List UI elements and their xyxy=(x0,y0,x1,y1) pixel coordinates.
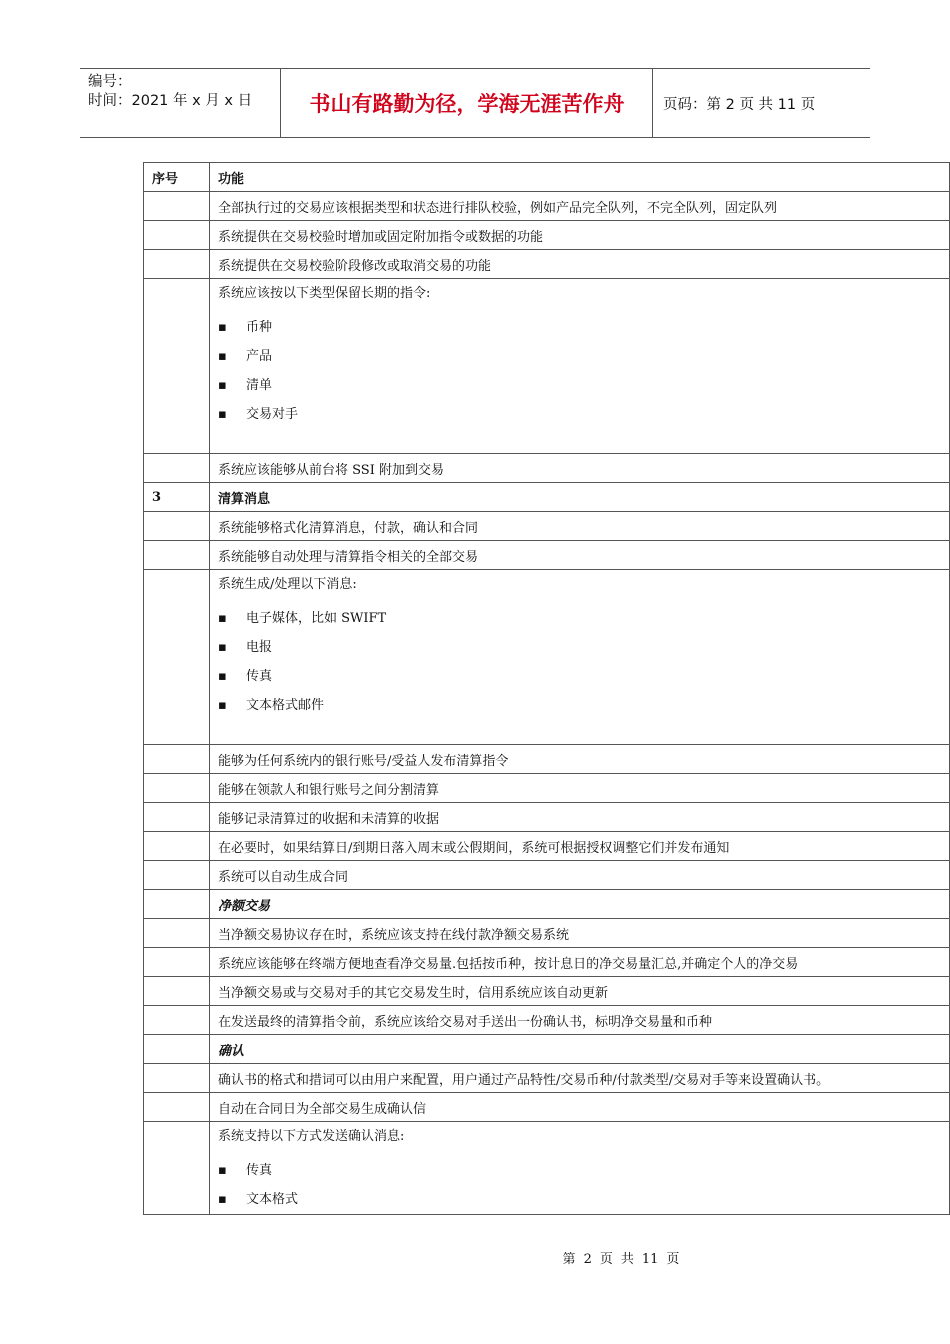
header-meta xyxy=(80,69,281,137)
footer-total-num: 11 xyxy=(641,1252,659,1267)
table-row xyxy=(144,948,950,977)
table-cell: 确认书的格式和措词可以由用户来配置，用户通过产品特性/交易币种/付款类型/交易对手等来设置确认书。 xyxy=(210,1064,950,1093)
subsection-row xyxy=(144,1035,950,1064)
section-title: 清算消息 xyxy=(210,483,950,512)
footer-page-num: 2 xyxy=(583,1252,592,1267)
doc-number-label: 编号： xyxy=(88,74,132,90)
footer-total-word: 共 xyxy=(620,1252,634,1267)
list-item: ▪ 产品 xyxy=(218,342,941,371)
table-cell-list xyxy=(210,570,950,745)
table-row xyxy=(144,832,950,861)
table-row xyxy=(144,279,950,454)
table-row xyxy=(144,250,950,279)
subsection-row xyxy=(144,890,950,919)
table-cell: 在发送最终的清算指令前，系统应该给交易对手送出一份确认书，标明净交易量和币种 xyxy=(210,1006,950,1035)
table-cell: 系统能够自动处理与清算指令相关的全部交易 xyxy=(210,541,950,570)
table-cell: 当净额交易或与交易对手的其它交易发生时，信用系统应该自动更新 xyxy=(210,977,950,1006)
table-row xyxy=(144,192,950,221)
list-item: ▪ 文本格式 xyxy=(218,1185,941,1214)
header-motto: 书山有路勤为径，学海无涯苦作舟 xyxy=(282,69,653,137)
subsection-title: 确认 xyxy=(210,1035,950,1064)
table-cell: 能够为任何系统内的银行账号/受益人发布清算指令 xyxy=(210,745,950,774)
table-cell: 系统提供在交易校验时增加或固定附加指令或数据的功能 xyxy=(210,221,950,250)
table-row xyxy=(144,919,950,948)
list-item: ▪ 交易对手 xyxy=(218,400,941,429)
table-row xyxy=(144,570,950,745)
table-row xyxy=(144,745,950,774)
col-header-number: 序号 xyxy=(144,163,210,192)
table-cell: 系统能够格式化清算消息，付款，确认和合同 xyxy=(210,512,950,541)
list-item: ▪ 币种 xyxy=(218,313,941,342)
list-intro: 系统应该按以下类型保留长期的指令: xyxy=(218,286,431,301)
table-cell: 全部执行过的交易应该根据类型和状态进行排队校验，例如产品完全队列，不完全队列，固定队列 xyxy=(210,192,950,221)
table-header-row xyxy=(144,163,950,192)
col-header-function: 功能 xyxy=(210,163,950,192)
table-row xyxy=(144,1064,950,1093)
list-item: ▪ 电子媒体，比如 SWIFT xyxy=(218,604,941,633)
table-row xyxy=(144,803,950,832)
table-row xyxy=(144,977,950,1006)
subsection-title: 净额交易 xyxy=(210,890,950,919)
table-cell: 能够记录清算过的收据和未清算的收据 xyxy=(210,803,950,832)
doc-time-label: 时间：2021 年 x 月 x 日 xyxy=(88,93,253,109)
list-item: ▪ 清单 xyxy=(218,371,941,400)
footer-page-unit: 页 xyxy=(599,1252,613,1267)
table-cell-list xyxy=(210,279,950,454)
footer-page-word: 第 xyxy=(562,1252,576,1267)
table-cell: 系统应该能够在终端方便地查看净交易量.包括按币种，按计息日的净交易量汇总,并确定个人的净交易 xyxy=(210,948,950,977)
page-footer xyxy=(0,1248,950,1267)
table-row xyxy=(144,221,950,250)
table-row xyxy=(144,1122,950,1215)
header-page-info: 页码：第 2 页 共 11 页 xyxy=(663,96,816,113)
table-row xyxy=(144,861,950,890)
table-cell: 系统应该能够从前台将 SSI 附加到交易 xyxy=(210,454,950,483)
table-cell: 能够在领款人和银行账号之间分割清算 xyxy=(210,774,950,803)
list-item: ▪ 电报 xyxy=(218,633,941,662)
table-row xyxy=(144,512,950,541)
section-row xyxy=(144,483,950,512)
page-header xyxy=(80,68,870,138)
requirements-table xyxy=(143,162,950,1215)
list-item: ▪ 传真 xyxy=(218,662,941,691)
table-row xyxy=(144,454,950,483)
list-item: ▪ 传真 xyxy=(218,1156,941,1185)
list-intro: 系统生成/处理以下消息: xyxy=(218,577,357,592)
list-intro: 系统支持以下方式发送确认消息: xyxy=(218,1129,405,1144)
table-cell: 系统可以自动生成合同 xyxy=(210,861,950,890)
table-row xyxy=(144,1006,950,1035)
table-row xyxy=(144,541,950,570)
table-cell: 系统提供在交易校验阶段修改或取消交易的功能 xyxy=(210,250,950,279)
table-cell: 自动在合同日为全部交易生成确认信 xyxy=(210,1093,950,1122)
footer-total-unit: 页 xyxy=(666,1252,680,1267)
table-cell-list xyxy=(210,1122,950,1215)
table-row xyxy=(144,774,950,803)
table-cell: 当净额交易协议存在时，系统应该支持在线付款净额交易系统 xyxy=(210,919,950,948)
section-number: 3 xyxy=(144,483,210,512)
table-row xyxy=(144,1093,950,1122)
list-item: ▪ 文本格式邮件 xyxy=(218,691,941,720)
table-cell: 在必要时，如果结算日/到期日落入周末或公假期间，系统可根据授权调整它们并发布通知 xyxy=(210,832,950,861)
